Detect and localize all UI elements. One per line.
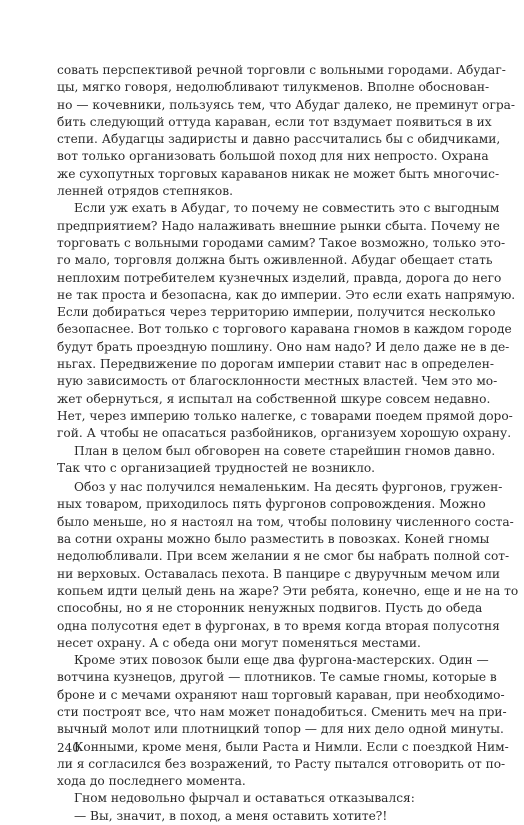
text-line: копьем идти целый день на жаре? Эти ребята, конечно, еще и не на то bbox=[57, 583, 519, 598]
text-line: не так проста и безопасна, как до империи. Это если ехать напрямую. bbox=[57, 287, 516, 302]
text-line: совать перспективой речной торговли с вольными городами. Абудаг- bbox=[57, 63, 506, 77]
paragraph bbox=[57, 479, 519, 652]
text-line: вотчина кузнецов, другой — плотников. Те самые гномы, которые в bbox=[57, 670, 497, 685]
text-line: одна полусотня едет в фургонах, в то время когда вторая полусотня bbox=[57, 618, 500, 633]
text-line: но — кочевники, пользуясь тем, что Абудаг далеко, не преминут огра- bbox=[57, 97, 516, 112]
text-line: недолюбливали. При всем желании я не смог бы набрать полной сот- bbox=[57, 549, 510, 564]
text-line: торговать с вольными городами самим? Такое возможно, только это- bbox=[57, 235, 506, 250]
text-line: вычный молот или плотницкий топор — для них дело одной минуты. bbox=[57, 722, 504, 737]
paragraph bbox=[57, 443, 496, 478]
text-line: способны, но я не сторонник ненужных подвигов. Пусть до обеда bbox=[57, 601, 483, 616]
text-line: ли я согласился без возражений, то Расту пытался отговорить от по- bbox=[57, 756, 506, 771]
paragraph bbox=[57, 200, 516, 442]
text-line: броне и с мечами охраняют наш торговый караван, при необходимо- bbox=[57, 687, 505, 702]
text-line: бить следующий оттуда караван, если тот вздумает появиться в их bbox=[57, 114, 492, 129]
text-line: ва сотни охраны можно было разместить в повозках. Коней гномы bbox=[57, 532, 490, 547]
paragraph bbox=[57, 790, 469, 807]
text-line: Нет, через империю только налегке, с товарами поедем прямой доро- bbox=[57, 408, 513, 423]
text-line: безопаснее. Вот только с торгового каравана гномов в каждом городе bbox=[57, 322, 512, 337]
text-line: сти построят все, что нам может понадобиться. Сменить меч на при- bbox=[57, 704, 507, 719]
text-line: степи. Абудагцы задиристы и давно рассчитались бы с обидчиками, bbox=[57, 132, 501, 147]
text-line: ленней отрядов степняков. bbox=[57, 184, 233, 199]
text-line: Конными, кроме меня, были Раста и Нимли. Если с поездкой Ним- bbox=[74, 739, 509, 754]
text-line: Так что с организацией трудностей не возникло. bbox=[57, 460, 376, 475]
paragraph bbox=[57, 808, 469, 825]
text-line: вот только организовать большой поход для них непросто. Охрана bbox=[57, 149, 489, 164]
text-line: предприятием? Надо налаживать внешние рынки сбыта. Почему не bbox=[57, 218, 500, 233]
paragraph bbox=[57, 739, 509, 791]
text-line: ных товаром, приходилось пять фургонов сопровождения. Можно bbox=[57, 497, 486, 512]
text-line: ньгах. Передвижение по дорогам империи ставит нас в определен- bbox=[57, 357, 494, 372]
book-page-text bbox=[57, 62, 519, 825]
text-line: же сухопутных торговых караванов никак не может быть многочис- bbox=[57, 166, 500, 181]
text-line: неплохим потребителем кузнечных изделий, правда, дорога до него bbox=[57, 270, 502, 285]
text-line: гой. А чтобы не опасаться разбойников, организуем хорошую охрану. bbox=[57, 426, 512, 441]
text-line: было меньше, но я настоял на том, чтобы половину численного соста- bbox=[57, 514, 514, 529]
text-line: Обоз у нас получился немаленьким. На десять фургонов, гружен- bbox=[74, 480, 503, 495]
text-line: хода до последнего момента. bbox=[57, 774, 246, 789]
text-line: будут брать проездную пошлину. Оно нам надо? И дело даже не в де- bbox=[57, 339, 510, 354]
text-line: ную зависимость от благосклонности местных властей. Чем это мо- bbox=[57, 374, 498, 389]
page-number: 240 bbox=[57, 741, 80, 755]
text-line: Если уж ехать в Абудаг, то почему не совместить это с выгодным bbox=[74, 201, 500, 216]
text-line: Кроме этих повозок были еще два фургона-мастерских. Один — bbox=[74, 653, 489, 668]
text-line: цы, мягко говоря, недолюбливают тилукменов. Вполне обоснован- bbox=[57, 80, 490, 95]
text-line: жет обернуться, я испытал на собственной шкуре совсем недавно. bbox=[57, 391, 491, 406]
text-line: ни верховых. Оставалась пехота. В панцире с двуручным мечом или bbox=[57, 566, 501, 581]
text-line: План в целом был обговорен на совете старейшин гномов давно. bbox=[74, 443, 496, 458]
text-line: — Вы, значит, в поход, а меня оставить хотите?! bbox=[74, 808, 388, 823]
text-line: го мало, торговля должна быть оживленной. Абудаг обещает стать bbox=[57, 253, 493, 268]
paragraph bbox=[57, 62, 516, 200]
text-line: Если добираться через территорию империи, получится несколько bbox=[57, 305, 496, 320]
text-line: Гном недовольно фырчал и оставаться отказывался: bbox=[74, 791, 415, 806]
text-line: несет охрану. А с обеда они могут поменяться местами. bbox=[57, 635, 421, 650]
paragraph bbox=[57, 652, 507, 738]
